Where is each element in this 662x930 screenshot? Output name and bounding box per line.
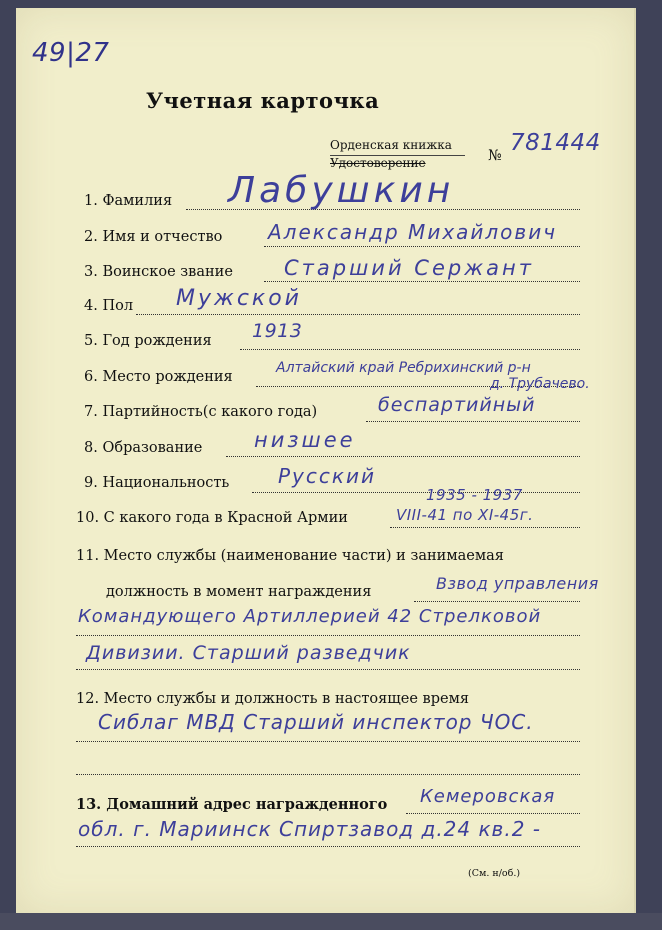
field-10-value-2: VIII-41 по XI-45г.	[396, 506, 534, 524]
certificate-label: Удостоверение	[330, 156, 426, 170]
booklet-label: Орденская книжка	[330, 138, 452, 152]
field-13-label: 13. Домашний адрес награжденного	[76, 796, 388, 813]
footer-note: (См. н/об.)	[468, 868, 521, 879]
desk-surface	[0, 913, 662, 930]
field-8-label: 8. Образование	[84, 440, 203, 456]
field-3-value: Старший Сержант	[284, 256, 534, 280]
field-11-line-3	[76, 669, 580, 670]
field-13-line-2	[76, 846, 580, 847]
field-5-line	[240, 349, 580, 350]
field-7-value: беспартийный	[378, 394, 536, 416]
field-6-value: Алтайский край Ребрихинский р-н	[276, 360, 531, 376]
field-8-value: низшее	[254, 428, 356, 452]
field-8-line	[226, 456, 580, 457]
record-card	[16, 8, 636, 913]
field-6-label: 6. Место рождения	[84, 369, 233, 385]
field-7-line	[366, 421, 580, 422]
field-11-value: Взвод управления	[436, 574, 599, 593]
field-4-label: 4. Пол	[84, 298, 134, 314]
field-12-line-1	[76, 741, 580, 742]
field-12-label: 12. Место службы и должность в настоящее время	[76, 691, 469, 707]
field-10-value: 1935 - 1937	[426, 486, 523, 504]
field-2-line	[264, 246, 580, 247]
field-12-line-2	[76, 774, 580, 775]
field-11-label: 11. Место службы (наименование части) и занимаемая	[76, 548, 504, 564]
archive-number: 49|27	[32, 38, 110, 68]
field-9-label: 9. Национальность	[84, 475, 230, 491]
field-5-label: 5. Год рождения	[84, 333, 212, 349]
field-3-label: 3. Воинское звание	[84, 264, 233, 280]
field-11-line-1	[414, 601, 580, 602]
field-12-value: Сиблаг МВД Старший инспектор ЧОС.	[98, 710, 534, 734]
field-7-label: 7. Партийность(с какого года)	[84, 404, 318, 420]
field-1-value: Лабушкин	[228, 170, 455, 211]
field-3-line	[264, 281, 580, 282]
field-11-value-3: Дивизии. Старший разведчик	[86, 642, 411, 664]
field-13-value: Кемеровская	[420, 786, 556, 807]
field-13-line-1	[406, 813, 580, 814]
field-13-value-2: обл. г. Мариинск Спиртзавод д.24 кв.2 -	[78, 817, 542, 841]
page-title: Учетная карточка	[146, 88, 380, 113]
field-1-label: 1. Фамилия	[84, 193, 173, 209]
field-6-value-2: д. Трубачево.	[490, 376, 590, 392]
field-11-line-2	[76, 635, 580, 636]
field-2-value: Александр Михайлович	[268, 220, 558, 244]
field-4-line	[136, 314, 580, 315]
booklet-no-label: №	[488, 148, 502, 164]
field-11-label-2: должность в момент награждения	[106, 584, 372, 600]
field-10-label: 10. С какого года в Красной Армии	[76, 510, 348, 526]
field-9-line	[252, 492, 580, 493]
field-11-value-2: Командующего Артиллерией 42 Стрелковой	[78, 606, 542, 627]
field-4-value: Мужской	[176, 286, 302, 311]
booklet-number: 781444	[510, 130, 601, 156]
field-5-value: 1913	[252, 320, 303, 342]
field-10-line	[390, 527, 580, 528]
field-2-label: 2. Имя и отчество	[84, 229, 223, 245]
field-9-value: Русский	[278, 464, 376, 488]
